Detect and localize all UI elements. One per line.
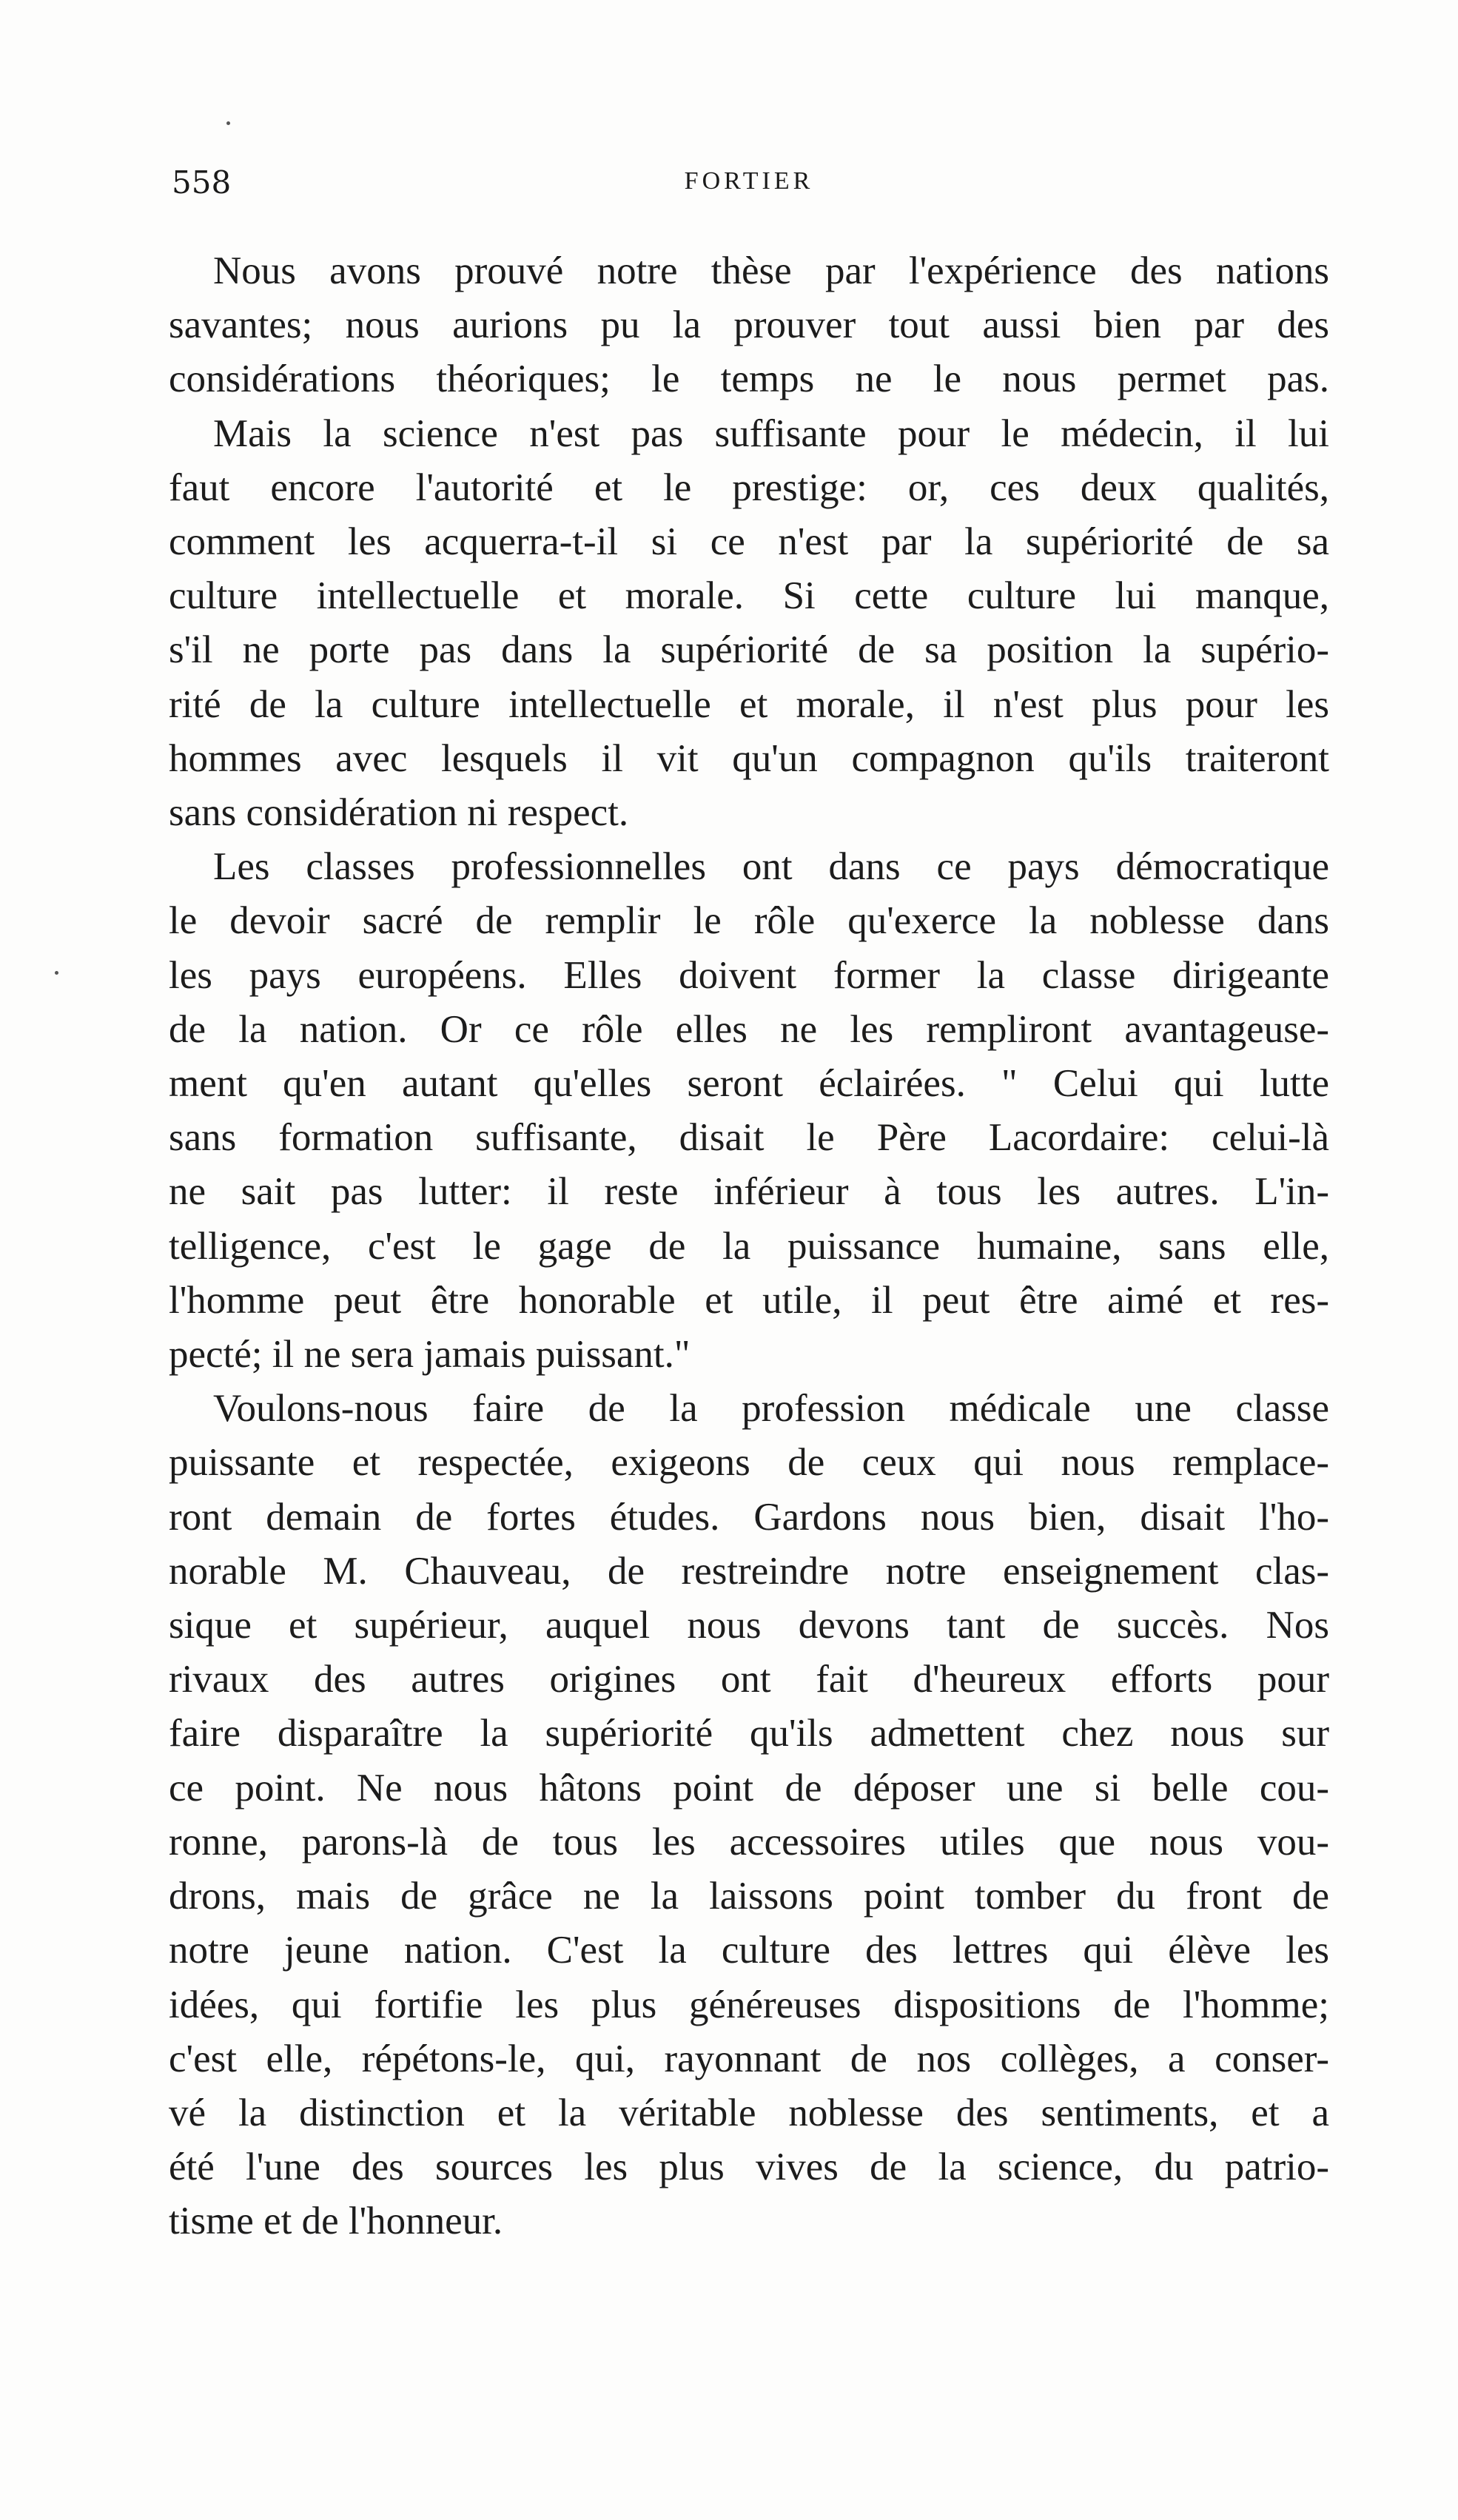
text-line: Mais la science n'est pas suffisante pour le médecin, il lui: [213, 411, 1329, 455]
page-speck: [55, 971, 58, 975]
text-line: puissante et respectée, exigeons de ceux qui nous remplace-: [169, 1441, 1329, 1485]
text-line: sans considération ni respect.: [169, 791, 629, 835]
page-speck: [226, 121, 230, 125]
text-line: savantes; nous aurions pu la prouver tout aussi bien par des: [169, 303, 1329, 347]
text-line: Voulons-nous faire de la profession médicale une classe: [213, 1387, 1329, 1431]
text-line: culture intellectuelle et morale. Si cette culture lui manque,: [169, 574, 1329, 618]
text-line: de la nation. Or ce rôle elles ne les rempliront avantageuse-: [169, 1007, 1329, 1051]
text-line: faire disparaître la supériorité qu'ils admettent chez nous sur: [169, 1712, 1329, 1755]
text-line: norable M. Chauveau, de restreindre notre enseignement clas-: [169, 1549, 1329, 1593]
text-line: sans formation suffisante, disait le Père Lacordaire: celui-là: [169, 1116, 1329, 1160]
text-line: s'il ne porte pas dans la supériorité de sa position la supério-: [169, 628, 1329, 672]
text-line: pecté; il ne sera jamais puissant.": [169, 1333, 691, 1377]
text-line: telligence, c'est le gage de la puissance humaine, sans elle,: [169, 1224, 1329, 1268]
text-line: ce point. Ne nous hâtons point de déposer une si belle cou-: [169, 1766, 1329, 1810]
text-line: drons, mais de grâce ne la laissons point tomber du front de: [169, 1875, 1329, 1918]
paragraph: [169, 407, 1329, 841]
text-line: ment qu'en autant qu'elles seront éclairées. " Celui qui lutte: [169, 1062, 1329, 1106]
text-line: considérations théoriques; le temps ne le nous permet pas.: [169, 357, 1329, 401]
text-line: ront demain de fortes études. Gardons nous bien, disait l'ho-: [169, 1495, 1329, 1539]
page-number: 558: [172, 164, 232, 201]
paragraph: [169, 1382, 1329, 2248]
text-line: Les classes professionnelles ont dans ce pays démocratique: [213, 845, 1329, 889]
text-line: le devoir sacré de remplir le rôle qu'exerce la noblesse dans: [169, 899, 1329, 943]
text-line: Nous avons prouvé notre thèse par l'expérience des nations: [213, 249, 1329, 292]
text-line: hommes avec lesquels il vit qu'un compagnon qu'ils traiteront: [169, 736, 1329, 780]
text-line: notre jeune nation. C'est la culture des lettres qui élève les: [169, 1929, 1329, 1972]
text-line: les pays européens. Elles doivent former la classe dirigeante: [169, 953, 1329, 997]
text-line: sique et supérieur, auquel nous devons tant de succès. Nos: [169, 1604, 1329, 1647]
text-line: vé la distinction et la véritable noblesse des sentiments, et a: [169, 2091, 1329, 2134]
text-line: c'est elle, répétons-le, qui, rayonnant de nos collèges, a conser-: [169, 2037, 1329, 2080]
page-header: [172, 164, 1326, 209]
body-text: [169, 244, 1329, 2249]
text-line: été l'une des sources les plus vives de la science, du patrio-: [169, 2146, 1329, 2189]
text-line: tisme et de l'honneur.: [169, 2200, 503, 2243]
text-line: ne sait pas lutter: il reste inférieur à tous les autres. L'in-: [169, 1170, 1329, 1214]
paragraph: [169, 840, 1329, 1382]
text-line: rité de la culture intellectuelle et morale, il n'est plus pour les: [169, 682, 1329, 726]
paragraph: [169, 244, 1329, 407]
text-line: l'homme peut être honorable et utile, il peut être aimé et res-: [169, 1278, 1329, 1322]
text-line: faut encore l'autorité et le prestige: or, ces deux qualités,: [169, 466, 1329, 509]
text-line: comment les acquerra-t-il si ce n'est par la supériorité de sa: [169, 520, 1329, 564]
text-line: rivaux des autres origines ont fait d'heureux efforts pour: [169, 1658, 1329, 1701]
text-line: ronne, parons-là de tous les accessoires utiles que nous vou-: [169, 1820, 1329, 1864]
text-line: idées, qui fortifie les plus généreuses dispositions de l'homme;: [169, 1983, 1329, 2026]
running-head: FORTIER: [684, 167, 814, 195]
